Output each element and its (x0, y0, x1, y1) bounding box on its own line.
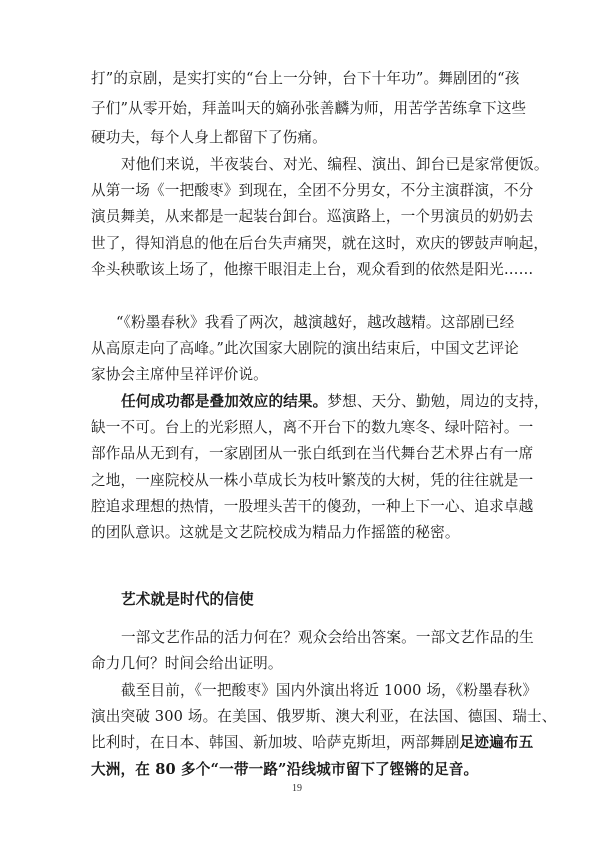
paragraph-line: “《粉墨春秋》我看了两次，越演越好，越改越精。这部剧已经 (116, 314, 515, 331)
paragraph-line: 从第一场《一把酸枣》到现在，全团不分男女，不分主演群演，不分 (91, 182, 534, 199)
paragraph-line: 伞头秧歌该上场了，他擦干眼泪走上台，观众看到的依然是阳光…… (91, 261, 534, 278)
paragraph-line: 一部文艺作品的活力何在？观众会给出答案。一部文艺作品的生 (121, 629, 534, 646)
paragraph-line: 对他们来说，半夜装台、对光、编程、演出、卸台已是家常便饭。 (121, 156, 549, 173)
paragraph-line: 命力几何？时间会给出证明。 (91, 655, 283, 672)
paragraph-line: 打”的京剧，是实打实的“台上一分钟，台下十年功”。舞剧团的“孩 (91, 70, 520, 87)
paragraph-line: 世了，得知消息的他在后台失声痛哭，就在这时，欢庆的锣鼓声响起， (91, 235, 549, 252)
paragraph-line: 家协会主席仲呈祥评价说。 (91, 366, 268, 383)
paragraph-line: 部作品从无到有，一家剧团从一张白纸到在当代舞台艺术界占有一席 (91, 445, 534, 462)
paragraph-line: 大洲，在 80 多个“一带一路”沿线城市留下了铿锵的足音。 (91, 761, 479, 778)
paragraph-line: 演员舞美，从来都是一起装台卸台。巡演路上，一个男演员的奶奶去 (91, 208, 534, 225)
paragraph-line (0, 392, 594, 412)
section-heading: 艺术就是时代的信使 (121, 591, 254, 608)
paragraph-line: 缺一不可。台上的光彩照人，离不开台下的数九寒冬、绿叶陪衬。一 (91, 419, 534, 436)
paragraph-line: 从高原走向了高峰。”此次国家大剧院的演出结束后，中国文艺评论 (91, 340, 519, 357)
emphasis-text: 任何成功都是叠加效应的结果。 (121, 393, 328, 410)
page-number: 19 (292, 783, 302, 794)
paragraph-line: 演出突破 300 场。在美国、俄罗斯、澳大利亚，在法国、德国、瑞士、 (91, 708, 557, 725)
emphasis-text: 足迹遍布五 (459, 734, 534, 751)
paragraph-line: 子们”从零开始，拜盖叫天的嫡孙张善麟为师，用苦学苦练拿下这些 (91, 100, 527, 117)
paragraph-line (0, 733, 594, 753)
paragraph-line: 硬功夫，每个人身上都留下了伤痛。 (91, 129, 327, 146)
paragraph-line: 之地，一座院校从一株小草成长为枝叶繁茂的大树，凭的往往就是一 (91, 472, 534, 489)
paragraph-line: 的团队意识。这就是文艺院校成为精品力作摇篮的秘密。 (91, 524, 460, 541)
paragraph-line: 腔追求理想的热情，一股埋头苦干的傻劲，一种上下一心、追求卓越 (91, 498, 534, 515)
paragraph-text: 梦想、天分、勤勉，周边的支持， (327, 393, 549, 410)
paragraph-line: 截至目前，《一把酸枣》国内外演出将近 1000 场，《粉墨春秋》 (121, 682, 538, 699)
paragraph-text: 比利时，在日本、韩国、新加坡、哈萨克斯坦，两部舞剧 (91, 734, 460, 751)
